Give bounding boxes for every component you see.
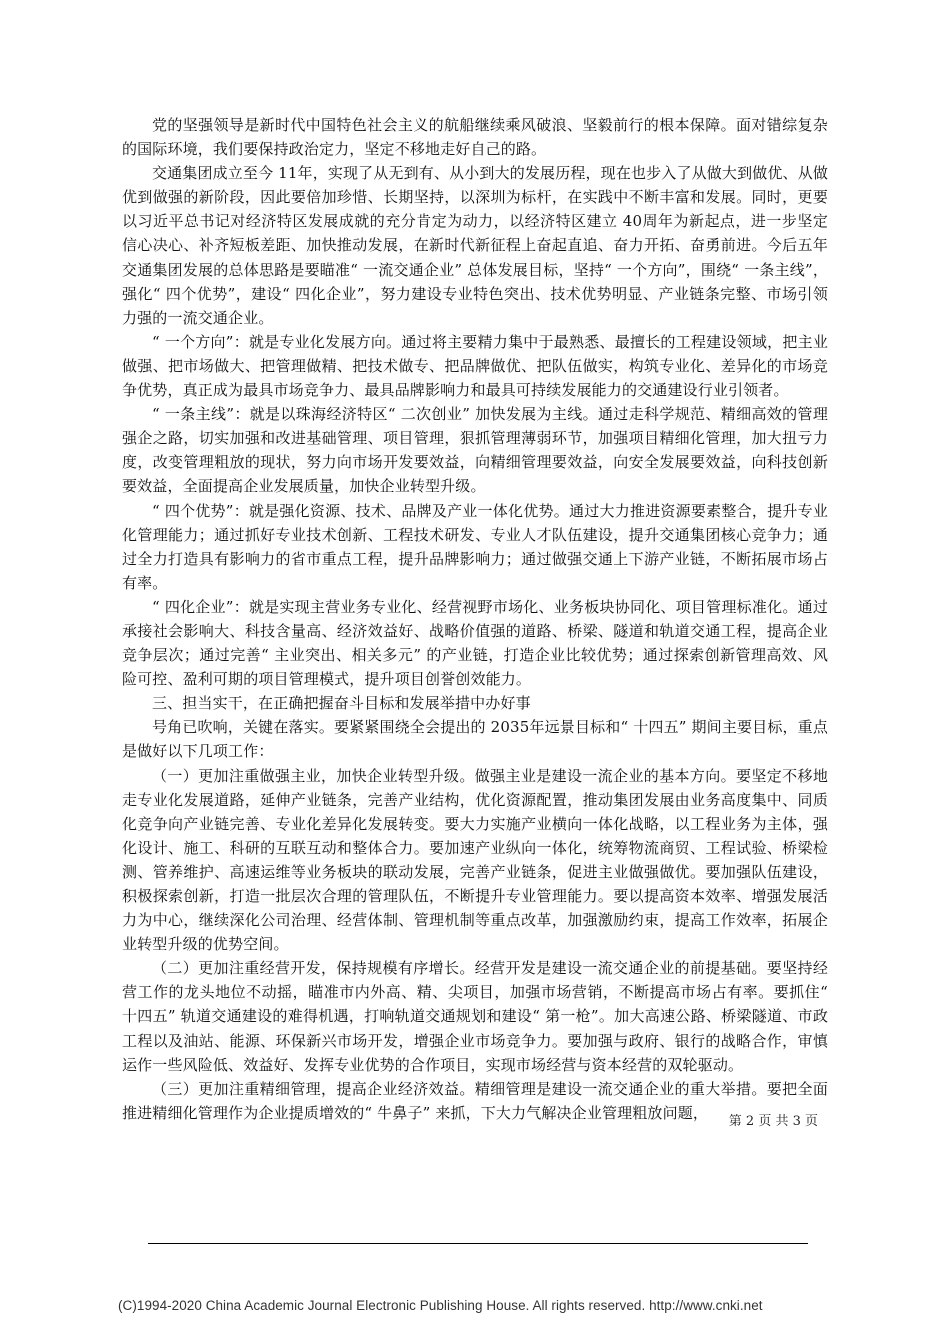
footer-divider: [148, 1243, 808, 1244]
paragraph: “ 一条主线”：就是以珠海经济特区“ 二次创业” 加快发展为主线。通过走科学规范、精细高效的管理强企之路，切实加强和改进基础管理、项目管理，狠抓管理薄弱环节，加强项目精细化管理，加大扭亏力度，改变管理粗放的现状，努力向市场开发要效益，向精细管理要效益，向安全发展要效益，向科技创新要效益，全面提高企业发展质量，加快企业转型升级。: [122, 405, 828, 496]
paragraph: “ 一个方向”：就是专业化发展方向。通过将主要精力集中于最熟悉、最擅长的工程建设领域，把主业做强、把市场做大、把管理做精、把技术做专、把品牌做优、把队伍做实，构筑专业化、差异化的市场竞争优势，真正成为最具市场竞争力、最具品牌影响力和最具可持续发展能力的交通建设行业引领者。: [122, 332, 828, 400]
paragraph: （一）更加注重做强主业，加快企业转型升级。做强主业是建设一流企业的基本方向。要坚定不移地走专业化发展道路，延伸产业链条，完善产业结构，优化资源配置，推动集团发展由业务高度集中、同质化竞争向产业链完善、专业化差异化发展转变。要大力实施产业横向一体化战略，以工程业务为主体，强化设计、施工、科研的互联互动和整体合力。要加速产业纵向一体化，统筹物流商贸、工程试验、桥梁检测、管养维护、高速运维等业务板块的联动发展，完善产业链条，促进主业做强做优。要加强队伍建设，积极探索创新，打造一批层次合理的管理队伍，不断提升专业管理能力。要以提高资本效率、增强发展活力为中心，继续深化公司治理、经营体制、管理机制等重点改革，加强激励约束，提高工作效率，拓展企业转型升级的优势空间。: [122, 766, 828, 954]
article-body: [122, 113, 828, 1125]
paragraph: “ 四化企业”：就是实现主营业务专业化、经营视野市场化、业务板块协同化、项目管理标准化。通过承接社会影响大、科技含量高、经济效益好、战略价值强的道路、桥梁、隧道和轨道交通工程，提高企业竞争层次；通过完善“ 主业突出、相关多元” 的产业链，打造企业比较优势；通过探索创新管理高效、风险可控、盈利可期的项目管理模式，提升项目创誉创效能力。: [122, 597, 828, 689]
section-heading: 三、担当实干，在正确把握奋斗目标和发展举措中办好事: [152, 694, 531, 713]
paragraph: 号角已吹响，关键在落实。要紧紧围绕全会提出的 2035年远景目标和“ 十四五” 期间主要目标，重点是做好以下几项工作：: [122, 718, 828, 761]
paragraph: 党的坚强领导是新时代中国特色社会主义的航船继续乘风破浪、坚毅前行的根本保障。面对错综复杂的国际环境，我们要保持政治定力，坚定不移地走好自己的路。: [122, 116, 828, 159]
paragraph: “ 四个优势”：就是强化资源、技术、品牌及产业一体化优势。通过大力推进资源要素整合，提升专业化管理能力；通过抓好专业技术创新、工程技术研发、专业人才队伍建设，提升交通集团核心竞争力；通过全力打造具有影响力的省市重点工程，提升品牌影响力；通过做强交通上下游产业链，不断拓展市场占有率。: [122, 501, 828, 592]
paragraph: （三）更加注重精细管理，提高企业经济效益。精细管理是建设一流交通企业的重大举措。要把全面推进精细化管理作为企业提质增效的“ 牛鼻子” 来抓，下大力气解决企业管理粗放问题，: [122, 1079, 828, 1122]
copyright-notice: (C)1994-2020 China Academic Journal Electronic Publishing House. All rights reserved. http://www.cnki.net: [118, 1298, 763, 1313]
paragraph: 交通集团成立至今 11年，实现了从无到有、从小到大的发展历程，现在也步入了从做大到做优、从做优到做强的新阶段，因此要倍加珍惜、长期坚持，以深圳为标杆，在实践中不断丰富和发展。同时，更要以习近平总书记对经济特区发展成就的充分肯定为动力，以经济特区建立 40周年为新起点，进一步坚定信心决心、补齐短板差距、加快推动发展，在新时代新征程上奋起直追、奋力开拓、奋勇前进。今后五年交通集团发展的总体思路是要瞄准“ 一流交通企业” 总体发展目标，坚持“ 一个方向”，围绕“ 一条主线”，强化“ 四个优势”，建设“ 四化企业”，努力建设专业特色突出、技术优势明显、产业链条完整、市场引领力强的一流交通企业。: [122, 164, 828, 327]
paragraph: （二）更加注重经营开发，保持规模有序增长。经营开发是建设一流交通企业的前提基础。要坚持经营工作的龙头地位不动摇，瞄准市内外高、精、尖项目，加强市场营销，不断提高市场占有率。要抓住“ 十四五” 轨道交通建设的难得机遇，打响轨道交通规划和建设“ 第一枪”。加大高速公路、桥梁隧道、市政工程以及油站、能源、环保新兴市场开发，增强企业市场竞争力。要加强与政府、银行的战略合作，审慎运作一些风险低、效益好、发挥专业优势的合作项目，实现市场经营与资本经营的双轮驱动。: [122, 959, 828, 1074]
page-number: 第 2 页 共 3 页: [728, 1114, 818, 1129]
